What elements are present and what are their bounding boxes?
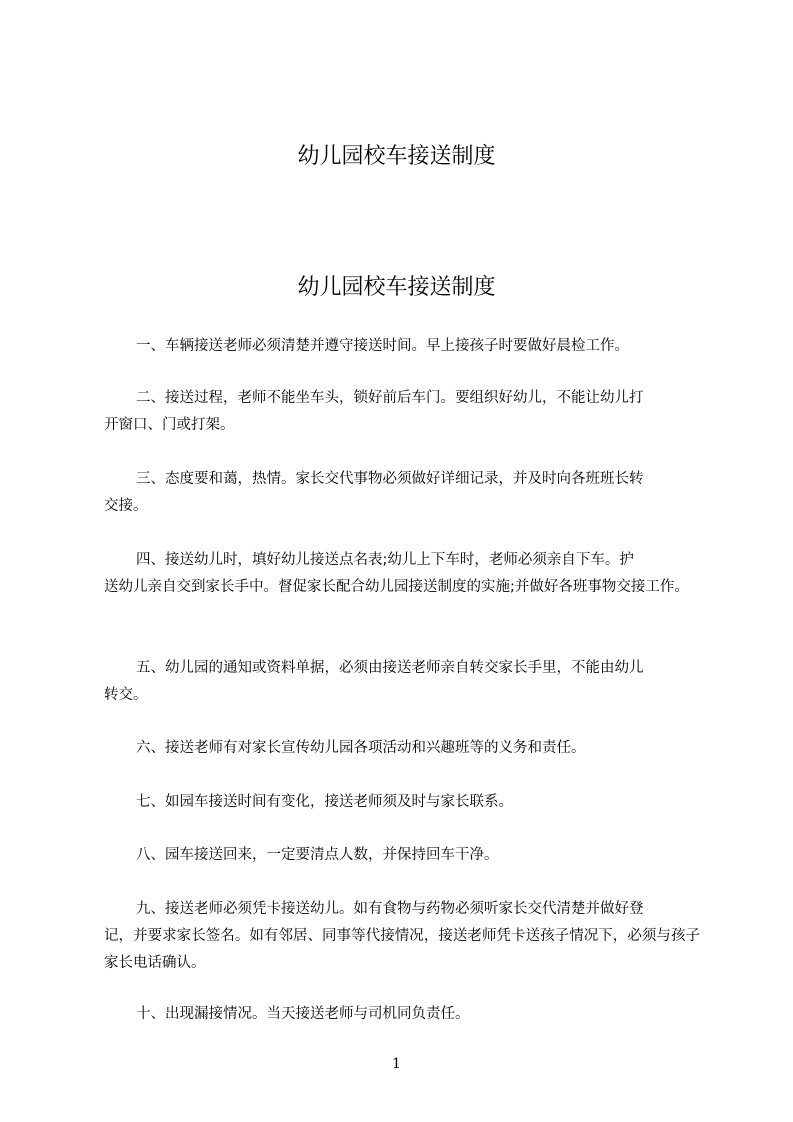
paragraph-7 (104, 789, 700, 816)
paragraph-2-line-1: 二、接送过程，老师不能坐车头，锁好前后车门。要组织好幼儿，不能让幼儿打 (136, 390, 644, 406)
paragraph-4-line-1: 四、接送幼儿时，填好幼儿接送点名表;幼儿上下车时，老师必须亲自下车。护 (136, 552, 634, 568)
paragraph-1-line-1: 一、车辆接送老师必须清楚并遵守接送时间。早上接孩子时要做好晨检工作。 (136, 338, 629, 354)
paragraph-3-line-1: 三、态度要和蔼，热情。家长交代事物必须做好详细记录，并及时向各班班长转 (136, 471, 644, 487)
paragraph-5 (104, 655, 700, 709)
paragraph-6-line-1: 六、接送老师有对家长宣传幼儿园各项活动和兴趣班等的义务和责任。 (136, 740, 586, 756)
paragraph-5-line-1: 五、幼儿园的通知或资料单据，必须由接送老师亲自转交家长手里，不能由幼儿 (136, 660, 644, 676)
paragraph-9-continuation: 记，并要求家长签名。如有邻居、同事等代接情况，接送老师凭卡送孩子情况下，必须与孩子家长电话确认。 (104, 928, 700, 971)
header-title: 幼儿园校车接送制度 (297, 144, 496, 169)
paragraph-10-line-1: 十、出现漏接情况。当天接送老师与司机同负责任。 (136, 1006, 470, 1022)
paragraph-4 (104, 547, 700, 601)
paragraph-2-continuation: 开窗口、门或打架。 (104, 417, 235, 433)
page-number: 1 (392, 1056, 401, 1072)
paragraph-4-continuation: 送幼儿亲自交到家长手中。督促家长配合幼儿园接送制度的实施;并做好各班事物交接工作。 (104, 579, 689, 595)
paragraph-7-line-1: 七、如园车接送时间有变化，接送老师须及时与家长联系。 (136, 794, 513, 810)
paragraph-3-continuation: 交接。 (104, 498, 148, 514)
paragraph-8 (104, 842, 700, 869)
page-title: 幼儿园校车接送制度 (297, 275, 496, 300)
paragraph-6 (104, 735, 700, 762)
paragraph-2 (104, 385, 700, 439)
paragraph-5-continuation: 转交。 (104, 687, 148, 703)
paragraph-3 (104, 466, 700, 520)
paragraph-9-line-1: 九、接送老师必须凭卡接送幼儿。如有食物与药物必须听家长交代清楚并做好登 (136, 901, 644, 917)
paragraph-10 (104, 1001, 700, 1028)
paragraph-8-line-1: 八、园车接送回来，一定要清点人数，并保持回车干净。 (136, 847, 499, 863)
paragraph-1 (104, 333, 700, 360)
paragraph-9 (104, 896, 700, 977)
